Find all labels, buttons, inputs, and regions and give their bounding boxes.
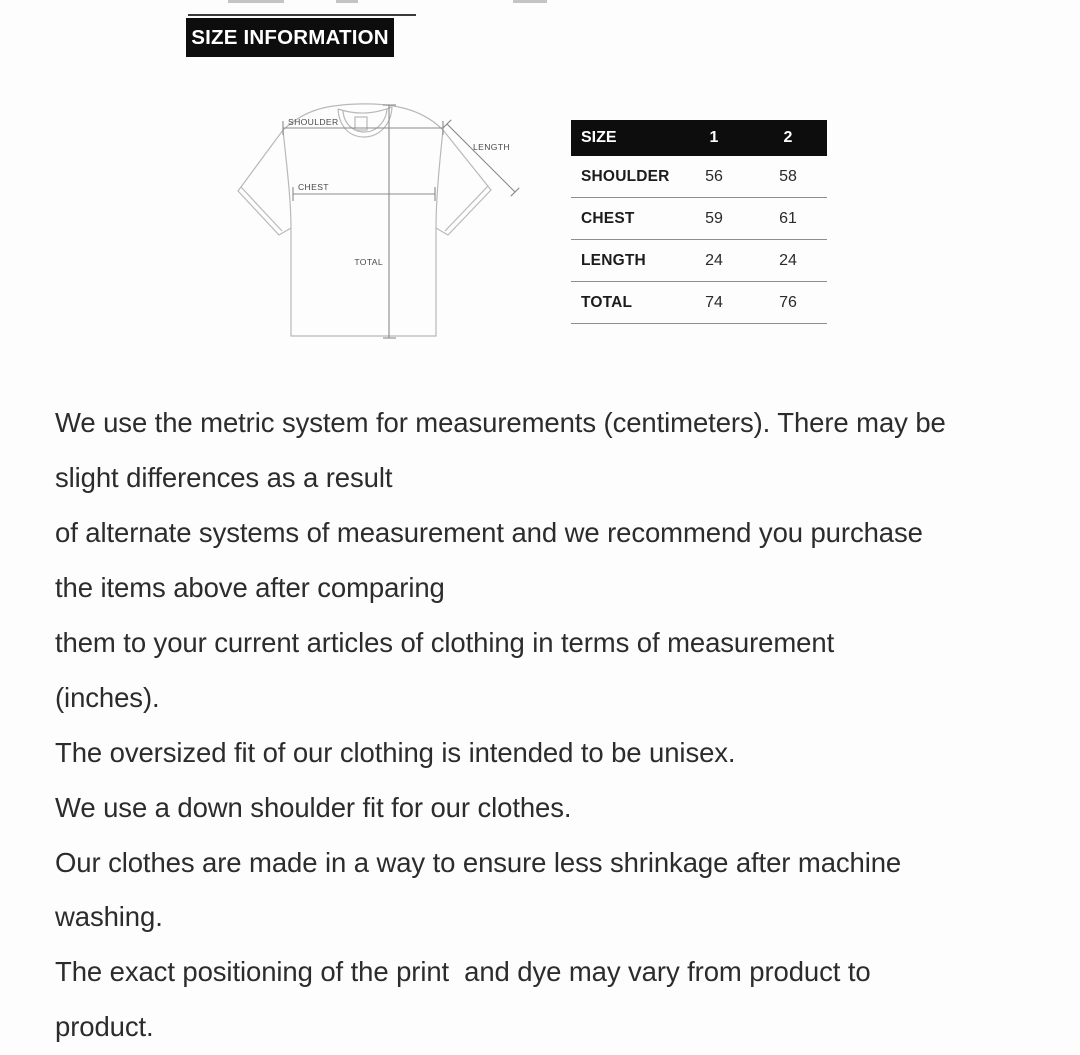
section-title-text: SIZE INFORMATION bbox=[191, 25, 389, 49]
description-line: The oversized fit of our clothing is intended to be unisex. bbox=[55, 736, 736, 768]
description-line: Our clothes are made in a way to ensure less shrinkage after machine bbox=[55, 846, 902, 878]
cropped-divider-line bbox=[188, 14, 416, 16]
description-line: We use the metric system for measurements (centimeters). There may be bbox=[55, 407, 946, 439]
table-row bbox=[571, 240, 827, 282]
row-value: 24 bbox=[779, 251, 797, 269]
tshirt-outline bbox=[238, 104, 491, 336]
row-value: 61 bbox=[779, 209, 797, 227]
row-label: TOTAL bbox=[581, 293, 633, 311]
row-label: SHOULDER bbox=[581, 167, 670, 185]
table-row bbox=[571, 198, 827, 240]
length-measure-line bbox=[447, 124, 515, 192]
description-line: them to your current articles of clothing in terms of measurement bbox=[55, 627, 835, 658]
row-value: 24 bbox=[705, 251, 723, 269]
right-armhole-seam bbox=[436, 130, 443, 228]
size-table-header-col1: 1 bbox=[709, 129, 719, 146]
description-text bbox=[55, 396, 1040, 1055]
cropped-content-fragment bbox=[228, 0, 284, 3]
description-line: slight differences as a result bbox=[55, 462, 393, 494]
description-line: of alternate systems of measurement and we recommend you purchase bbox=[55, 517, 923, 549]
size-table-header-col2: 2 bbox=[783, 129, 793, 146]
left-cuff-seam bbox=[241, 187, 282, 231]
row-value: 56 bbox=[705, 167, 723, 185]
size-table-header bbox=[571, 120, 827, 156]
description-line: The exact positioning of the print and dye may vary from product to bbox=[55, 956, 871, 988]
diagram-label-shoulder: SHOULDER bbox=[288, 117, 339, 127]
left-armhole-seam bbox=[283, 130, 291, 228]
description-line: (inches). bbox=[55, 681, 160, 713]
table-row bbox=[571, 282, 827, 324]
description-line: We use a down shoulder fit for our clothes. bbox=[55, 791, 572, 823]
section-title-badge bbox=[186, 18, 394, 57]
description-line: product. bbox=[55, 1011, 154, 1043]
diagram-label-length: LENGTH bbox=[473, 142, 510, 152]
description-line: the items above after comparing bbox=[55, 572, 445, 604]
cropped-content-fragment bbox=[513, 0, 547, 3]
row-value: 59 bbox=[705, 209, 723, 227]
diagram-label-total: TOTAL bbox=[354, 257, 383, 267]
cropped-content-fragment bbox=[336, 0, 358, 3]
tshirt-measurement-diagram bbox=[225, 88, 525, 348]
row-label: CHEST bbox=[581, 209, 635, 227]
row-value: 74 bbox=[705, 293, 723, 311]
measurement-lines bbox=[283, 105, 519, 338]
description-line: washing. bbox=[55, 901, 163, 933]
row-value: 76 bbox=[779, 293, 797, 311]
row-value: 58 bbox=[779, 167, 797, 185]
size-table-header-size: SIZE bbox=[581, 129, 617, 146]
row-label: LENGTH bbox=[581, 251, 646, 269]
back-collar bbox=[338, 107, 392, 113]
right-cuff-seam bbox=[445, 186, 488, 231]
diagram-label-chest: CHEST bbox=[298, 182, 329, 192]
table-row bbox=[571, 156, 827, 198]
size-table bbox=[571, 120, 827, 324]
